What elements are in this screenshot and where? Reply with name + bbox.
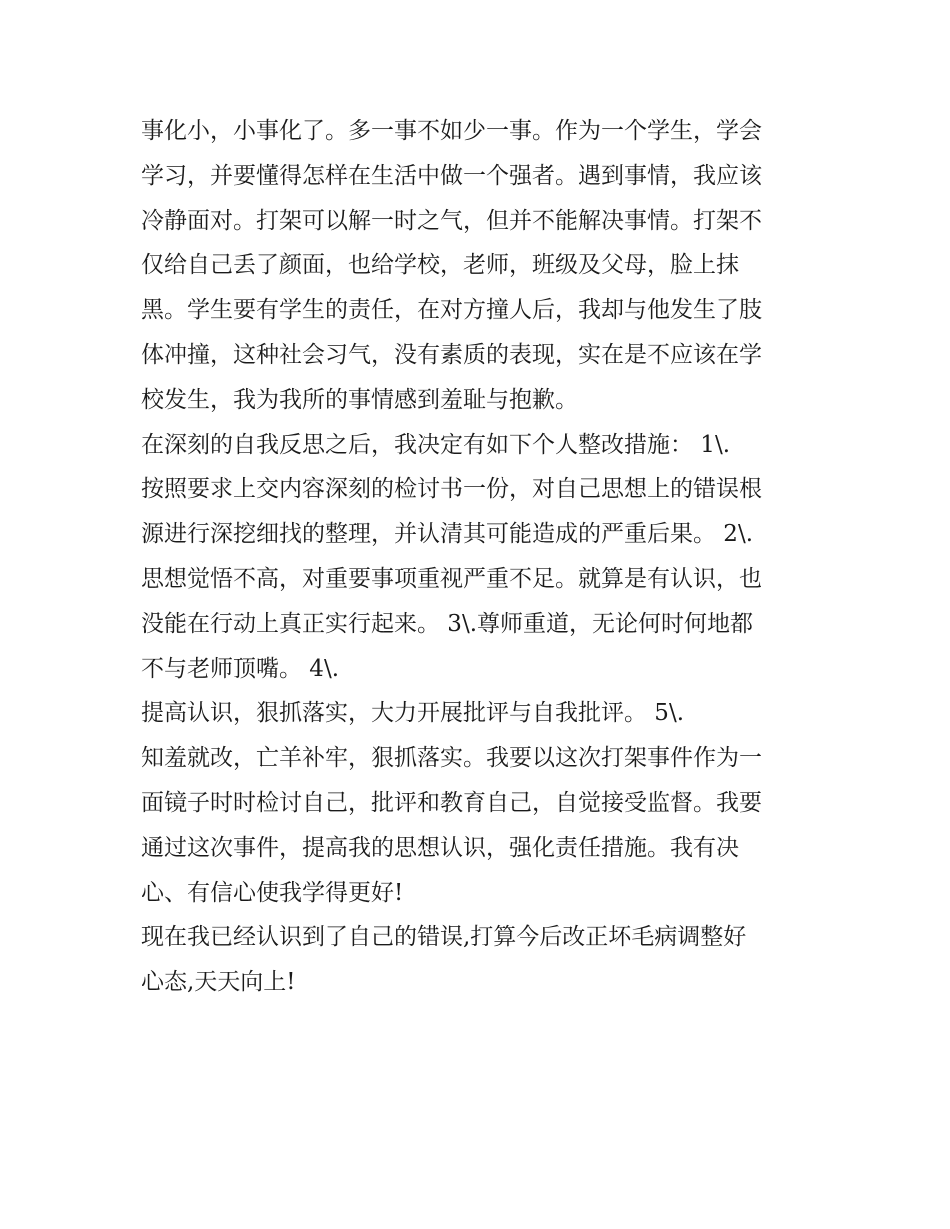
text-line: 黑。学生要有学生的责任，在对方撞人后，我却与他发生了肢	[141, 297, 762, 324]
text-line: 仅给自己丢了颜面，也给学校，老师，班级及父母，脸上抹	[141, 252, 739, 279]
text-line: 在深刻的自我反思之后，我决定有如下个人整改措施： 1\.	[141, 431, 731, 458]
text-line: 源进行深挖细找的整理，并认清其可能造成的严重后果。 2\.	[141, 521, 754, 548]
text-line: 没能在行动上真正实行起来。 3\.尊师重道，无论何时何地都	[141, 610, 754, 637]
text-line: 事化小，小事化了。多一事不如少一事。作为一个学生，学会	[141, 118, 762, 144]
text-line: 按照要求上交内容深刻的检讨书一份，对自己思想上的错误根	[141, 476, 762, 503]
body-text	[141, 109, 841, 1005]
text-line: 知羞就改，亡羊补牢，狠抓落实。我要以这次打架事件作为一	[141, 745, 762, 772]
text-line: 提高认识，狠抓落实，大力开展批评与自我批评。 5\.	[141, 700, 685, 727]
text-line: 心、有信心使我学得更好!	[141, 879, 404, 906]
text-line: 通过这次事件，提高我的思想认识，强化责任措施。我有决	[141, 834, 739, 861]
text-line: 冷静面对。打架可以解一时之气，但并不能解决事情。打架不	[141, 207, 762, 234]
text-line: 学习，并要懂得怎样在生活中做一个强者。遇到事情，我应该	[141, 162, 762, 189]
text-line: 思想觉悟不高，对重要事项重视严重不足。就算是有认识，也	[141, 565, 762, 592]
text-line: 现在我已经认识到了自己的错误,打算今后改正坏毛病调整好	[141, 924, 747, 951]
text-line: 心态,天天向上!	[141, 969, 296, 996]
text-line: 校发生，我为我所的事情感到羞耻与抱歉。	[141, 386, 578, 413]
text-line: 面镜子时时检讨自己，批评和教育自己，自觉接受监督。我要	[141, 789, 762, 816]
text-line: 不与老师顶嘴。 4\.	[141, 655, 340, 682]
text-line: 体冲撞，这种社会习气，没有素质的表现，实在是不应该在学	[141, 341, 762, 368]
